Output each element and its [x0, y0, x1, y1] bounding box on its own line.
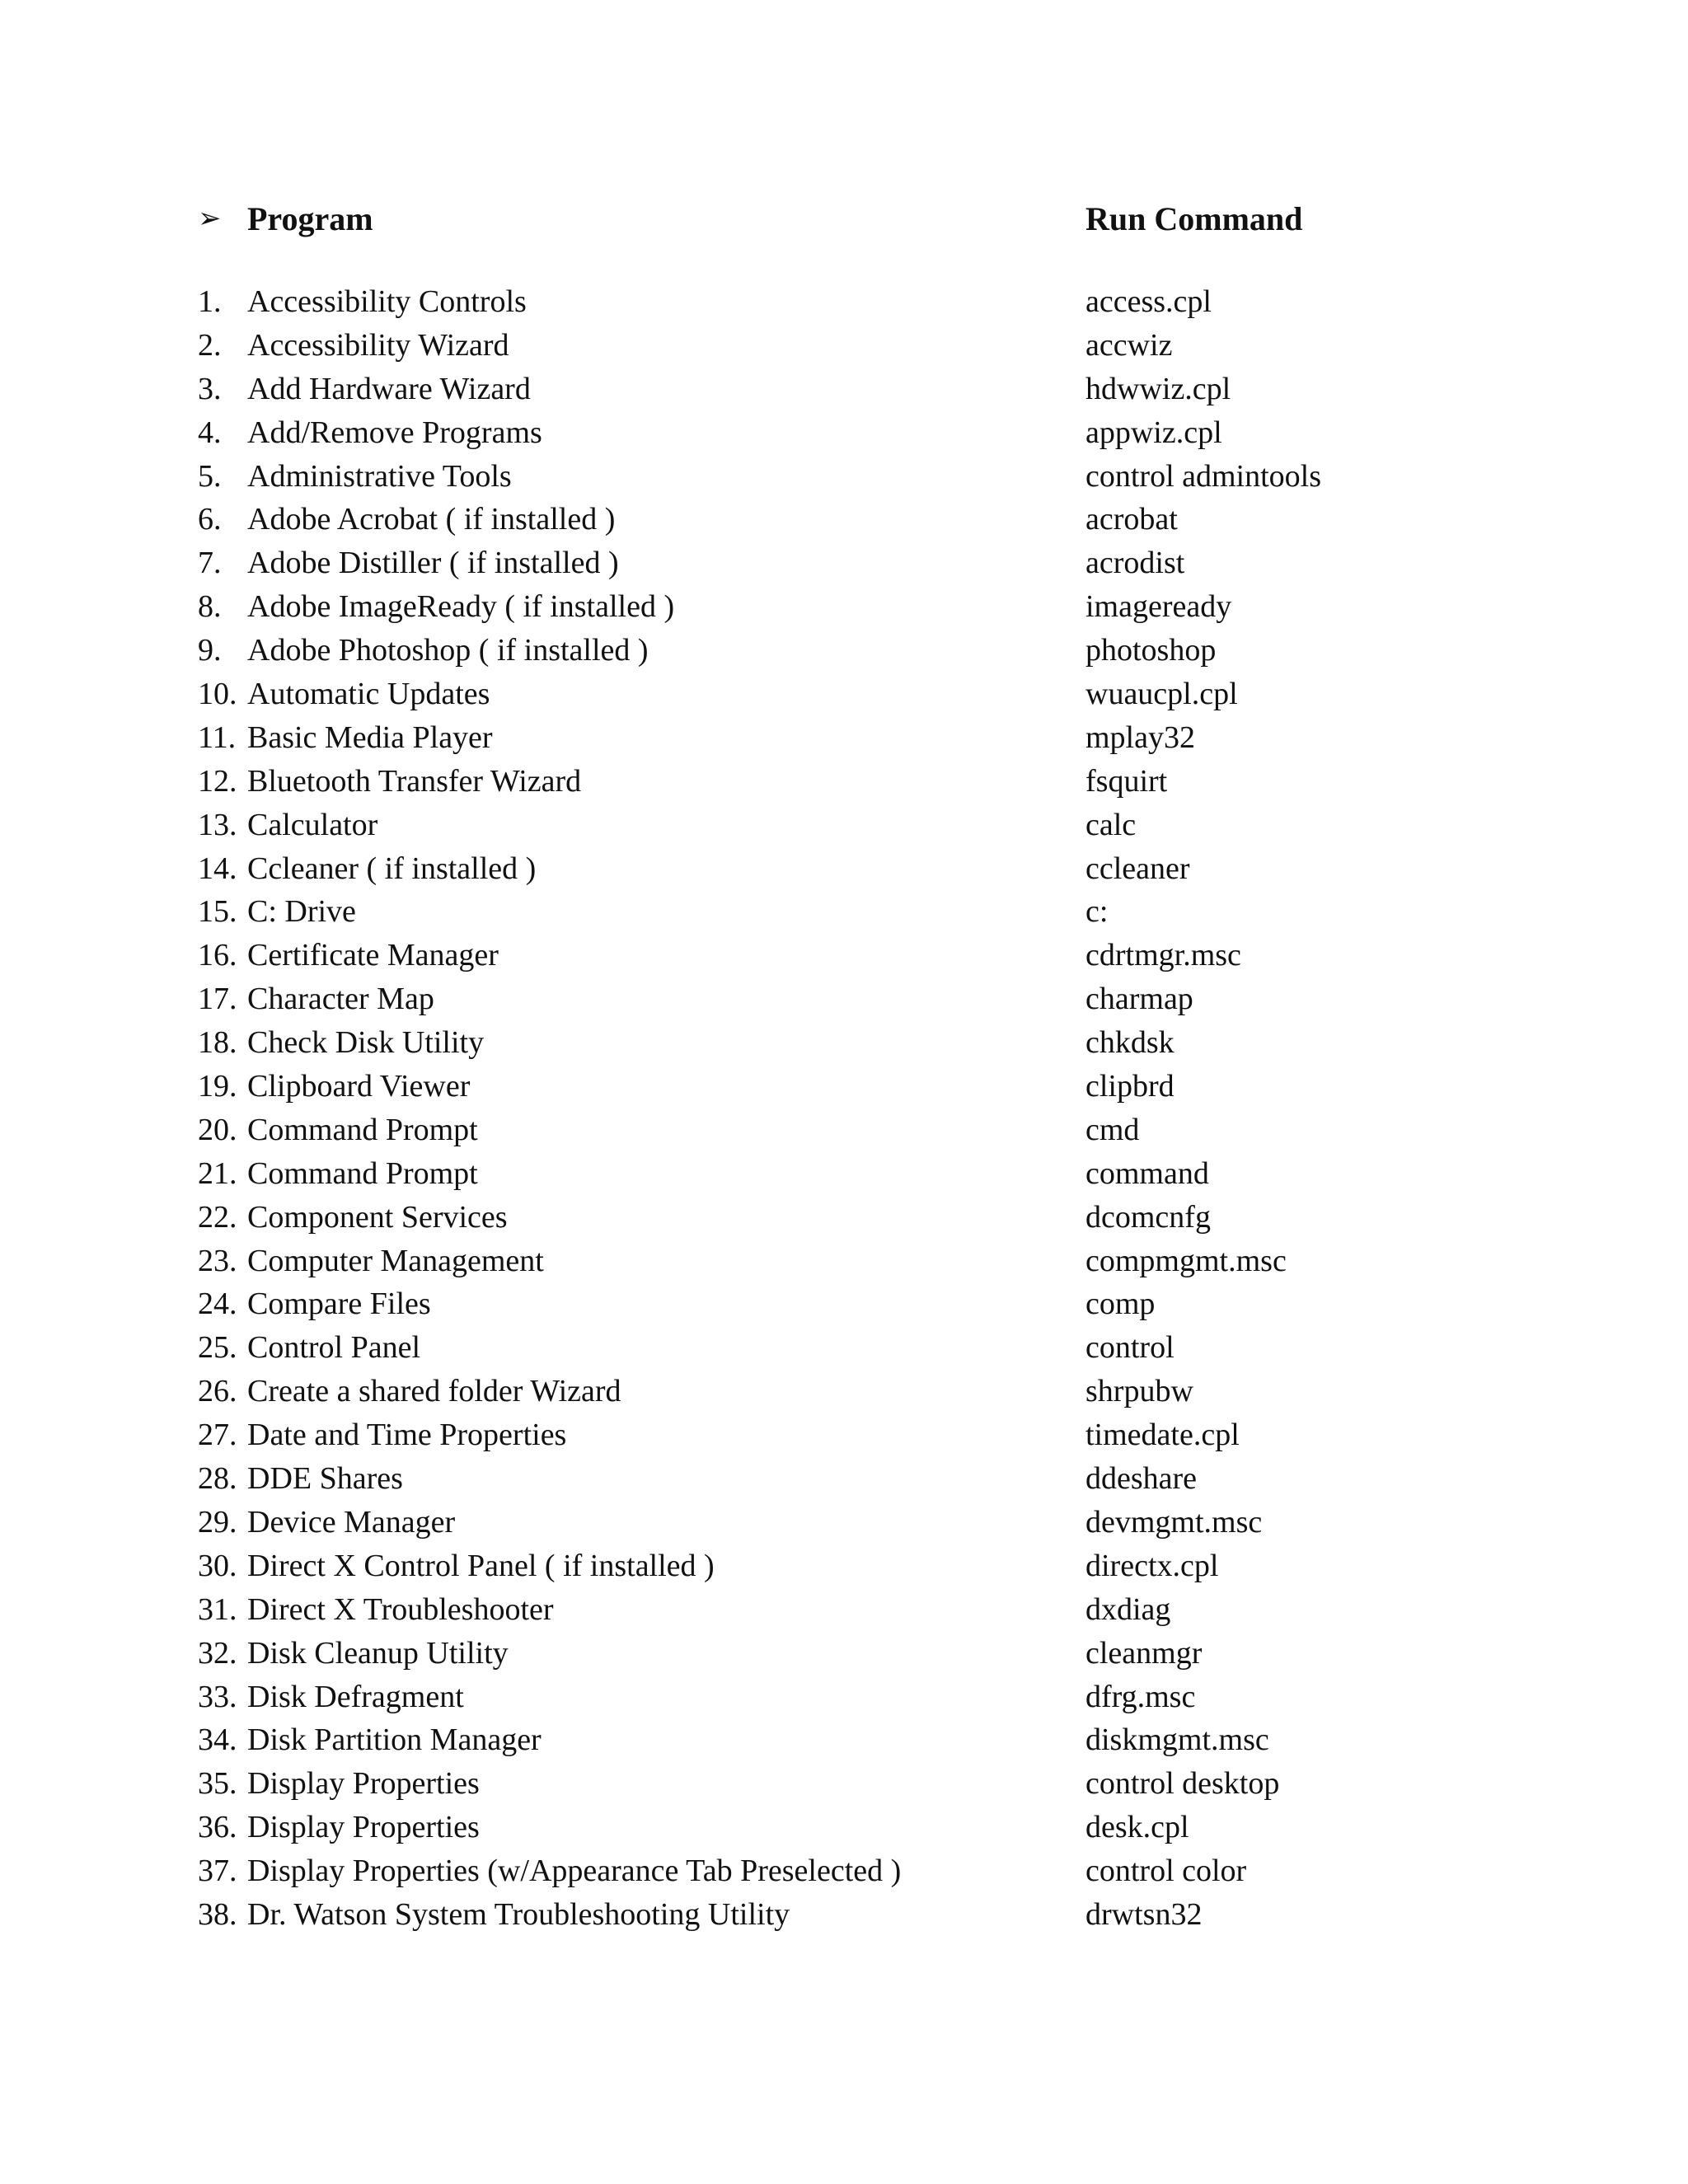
list-item — [198, 1588, 1599, 1632]
item-number: 20. — [198, 1112, 237, 1147]
run-command: timedate.cpl — [1085, 1418, 1240, 1453]
run-command: imageready — [1085, 589, 1232, 625]
run-command: c: — [1085, 894, 1109, 930]
program-name: Accessibility Wizard — [247, 327, 509, 363]
list-item — [198, 280, 1599, 324]
program-name: Display Properties (w/Appearance Tab Preselected ) — [247, 1854, 902, 1889]
item-number: 10. — [198, 677, 237, 712]
run-command: comp — [1085, 1286, 1156, 1322]
item-number: 1. — [198, 284, 222, 319]
program-name: Adobe Distiller ( if installed ) — [247, 546, 619, 581]
run-command: drwtsn32 — [1085, 1896, 1203, 1932]
run-command: control — [1085, 1330, 1175, 1366]
list-item — [198, 1240, 1599, 1283]
list-item — [198, 673, 1599, 716]
program-name: Certificate Manager — [247, 938, 499, 973]
item-number: 35. — [198, 1766, 237, 1802]
program-name: Add/Remove Programs — [247, 415, 542, 450]
list-item — [198, 1501, 1599, 1544]
run-command: calc — [1085, 807, 1137, 842]
run-command: compmgmt.msc — [1085, 1243, 1287, 1278]
list-item — [198, 890, 1599, 934]
item-number: 21. — [198, 1155, 237, 1191]
list-item — [198, 977, 1599, 1021]
run-command: acrobat — [1085, 502, 1178, 537]
list-item — [198, 498, 1599, 541]
list-item — [198, 1152, 1599, 1196]
program-name: Display Properties — [247, 1810, 480, 1845]
list-item — [198, 1196, 1599, 1240]
run-command: cleanmgr — [1085, 1635, 1203, 1671]
item-number: 31. — [198, 1591, 237, 1627]
program-name: Control Panel — [247, 1330, 421, 1366]
program-name: Administrative Tools — [247, 458, 512, 494]
program-name: Disk Defragment — [247, 1679, 464, 1714]
run-command: fsquirt — [1085, 763, 1168, 799]
list-item — [198, 804, 1599, 847]
program-name: Check Disk Utility — [247, 1025, 485, 1061]
program-name: Device Manager — [247, 1504, 456, 1540]
item-number: 33. — [198, 1679, 237, 1714]
program-name: DDE Shares — [247, 1461, 403, 1497]
program-name: Character Map — [247, 982, 434, 1017]
run-command: cdrtmgr.msc — [1085, 938, 1241, 973]
item-number: 13. — [198, 807, 237, 842]
list-item — [198, 1021, 1599, 1065]
program-name: Dr. Watson System Troubleshooting Utility — [247, 1896, 790, 1932]
run-command: diskmgmt.msc — [1085, 1722, 1269, 1758]
item-number: 8. — [198, 589, 222, 625]
list-item — [198, 1370, 1599, 1413]
item-number: 12. — [198, 763, 237, 799]
run-command: desk.cpl — [1085, 1810, 1189, 1845]
item-number: 25. — [198, 1330, 237, 1366]
program-name: Compare Files — [247, 1286, 431, 1322]
program-name: Create a shared folder Wizard — [247, 1374, 621, 1409]
list-item — [198, 1108, 1599, 1152]
list-item — [198, 411, 1599, 455]
run-command: ccleaner — [1085, 851, 1190, 886]
run-command: control desktop — [1085, 1766, 1280, 1802]
program-name: Add Hardware Wizard — [247, 371, 531, 406]
list-item — [198, 1718, 1599, 1762]
item-number: 4. — [198, 415, 222, 450]
item-number: 29. — [198, 1504, 237, 1540]
list-item — [198, 1893, 1599, 1937]
item-number: 19. — [198, 1069, 237, 1104]
item-number: 30. — [198, 1548, 237, 1583]
run-command: wuaucpl.cpl — [1085, 677, 1238, 712]
list-item — [198, 847, 1599, 891]
item-number: 11. — [198, 719, 237, 755]
run-command: dcomcnfg — [1085, 1199, 1211, 1235]
list-item — [198, 1806, 1599, 1849]
run-command: dfrg.msc — [1085, 1679, 1196, 1714]
item-number: 28. — [198, 1461, 237, 1497]
run-command-column-header: Run Command — [1085, 200, 1303, 237]
program-name: Calculator — [247, 807, 378, 842]
run-command: accwiz — [1085, 327, 1173, 363]
table-header — [198, 194, 1599, 244]
program-name: Display Properties — [247, 1766, 480, 1802]
run-command: directx.cpl — [1085, 1548, 1219, 1583]
item-number: 37. — [198, 1854, 237, 1889]
arrow-bullet-icon: ➢ — [198, 204, 222, 234]
program-name: Automatic Updates — [247, 677, 490, 712]
run-command: photoshop — [1085, 633, 1217, 668]
list-item — [198, 541, 1599, 585]
run-command: control color — [1085, 1854, 1247, 1889]
item-number: 23. — [198, 1243, 237, 1278]
program-name: Clipboard Viewer — [247, 1069, 471, 1104]
item-number: 32. — [198, 1635, 237, 1671]
program-name: Adobe Acrobat ( if installed ) — [247, 502, 616, 537]
list-item — [198, 629, 1599, 673]
item-number: 9. — [198, 633, 222, 668]
item-number: 26. — [198, 1374, 237, 1409]
program-name: C: Drive — [247, 894, 356, 930]
item-number: 34. — [198, 1722, 237, 1758]
list-item — [198, 1675, 1599, 1719]
list-item — [198, 585, 1599, 629]
item-number: 24. — [198, 1286, 237, 1322]
program-name: Ccleaner ( if installed ) — [247, 851, 537, 886]
program-name: Disk Cleanup Utility — [247, 1635, 509, 1671]
list-item — [198, 1065, 1599, 1108]
list-item — [198, 1282, 1599, 1326]
program-column-header: Program — [247, 200, 373, 237]
run-command: hdwwiz.cpl — [1085, 371, 1231, 406]
list-item — [198, 934, 1599, 977]
run-command: devmgmt.msc — [1085, 1504, 1263, 1540]
run-command: acrodist — [1085, 546, 1185, 581]
run-command: cmd — [1085, 1112, 1140, 1147]
program-name: Bluetooth Transfer Wizard — [247, 763, 582, 799]
run-command: control admintools — [1085, 458, 1322, 494]
run-command: clipbrd — [1085, 1069, 1175, 1104]
list-item — [198, 455, 1599, 499]
item-number: 38. — [198, 1896, 237, 1932]
list-item — [198, 1326, 1599, 1370]
item-number: 5. — [198, 458, 222, 494]
list-item — [198, 324, 1599, 368]
list-item — [198, 760, 1599, 804]
program-command-list — [198, 280, 1599, 1937]
program-name: Accessibility Controls — [247, 284, 527, 319]
item-number: 2. — [198, 327, 222, 363]
list-item — [198, 1544, 1599, 1588]
list-item — [198, 368, 1599, 411]
program-name: Direct X Troubleshooter — [247, 1591, 554, 1627]
run-command: ddeshare — [1085, 1461, 1198, 1497]
run-command: appwiz.cpl — [1085, 415, 1222, 450]
item-number: 36. — [198, 1810, 237, 1845]
list-item — [198, 1413, 1599, 1457]
list-item — [198, 1632, 1599, 1675]
item-number: 3. — [198, 371, 222, 406]
program-name: Date and Time Properties — [247, 1418, 567, 1453]
item-number: 7. — [198, 546, 222, 581]
program-name: Direct X Control Panel ( if installed ) — [247, 1548, 715, 1583]
item-number: 22. — [198, 1199, 237, 1235]
item-number: 17. — [198, 982, 237, 1017]
program-name: Adobe Photoshop ( if installed ) — [247, 633, 649, 668]
program-name: Basic Media Player — [247, 719, 493, 755]
item-number: 15. — [198, 894, 237, 930]
run-command: charmap — [1085, 982, 1193, 1017]
run-command: mplay32 — [1085, 719, 1195, 755]
item-number: 16. — [198, 938, 237, 973]
program-name: Adobe ImageReady ( if installed ) — [247, 589, 675, 625]
program-name: Command Prompt — [247, 1112, 478, 1147]
list-item — [198, 716, 1599, 760]
list-item — [198, 1457, 1599, 1501]
item-number: 27. — [198, 1418, 237, 1453]
list-item — [198, 1762, 1599, 1806]
item-number: 14. — [198, 851, 237, 886]
item-number: 6. — [198, 502, 222, 537]
program-name: Computer Management — [247, 1243, 544, 1278]
run-command: command — [1085, 1155, 1209, 1191]
run-command: access.cpl — [1085, 284, 1212, 319]
list-item — [198, 1849, 1599, 1893]
run-command: shrpubw — [1085, 1374, 1193, 1409]
run-command: chkdsk — [1085, 1025, 1175, 1061]
program-name: Component Services — [247, 1199, 508, 1235]
program-name: Disk Partition Manager — [247, 1722, 542, 1758]
run-command: dxdiag — [1085, 1591, 1171, 1627]
item-number: 18. — [198, 1025, 237, 1061]
program-name: Command Prompt — [247, 1155, 478, 1191]
